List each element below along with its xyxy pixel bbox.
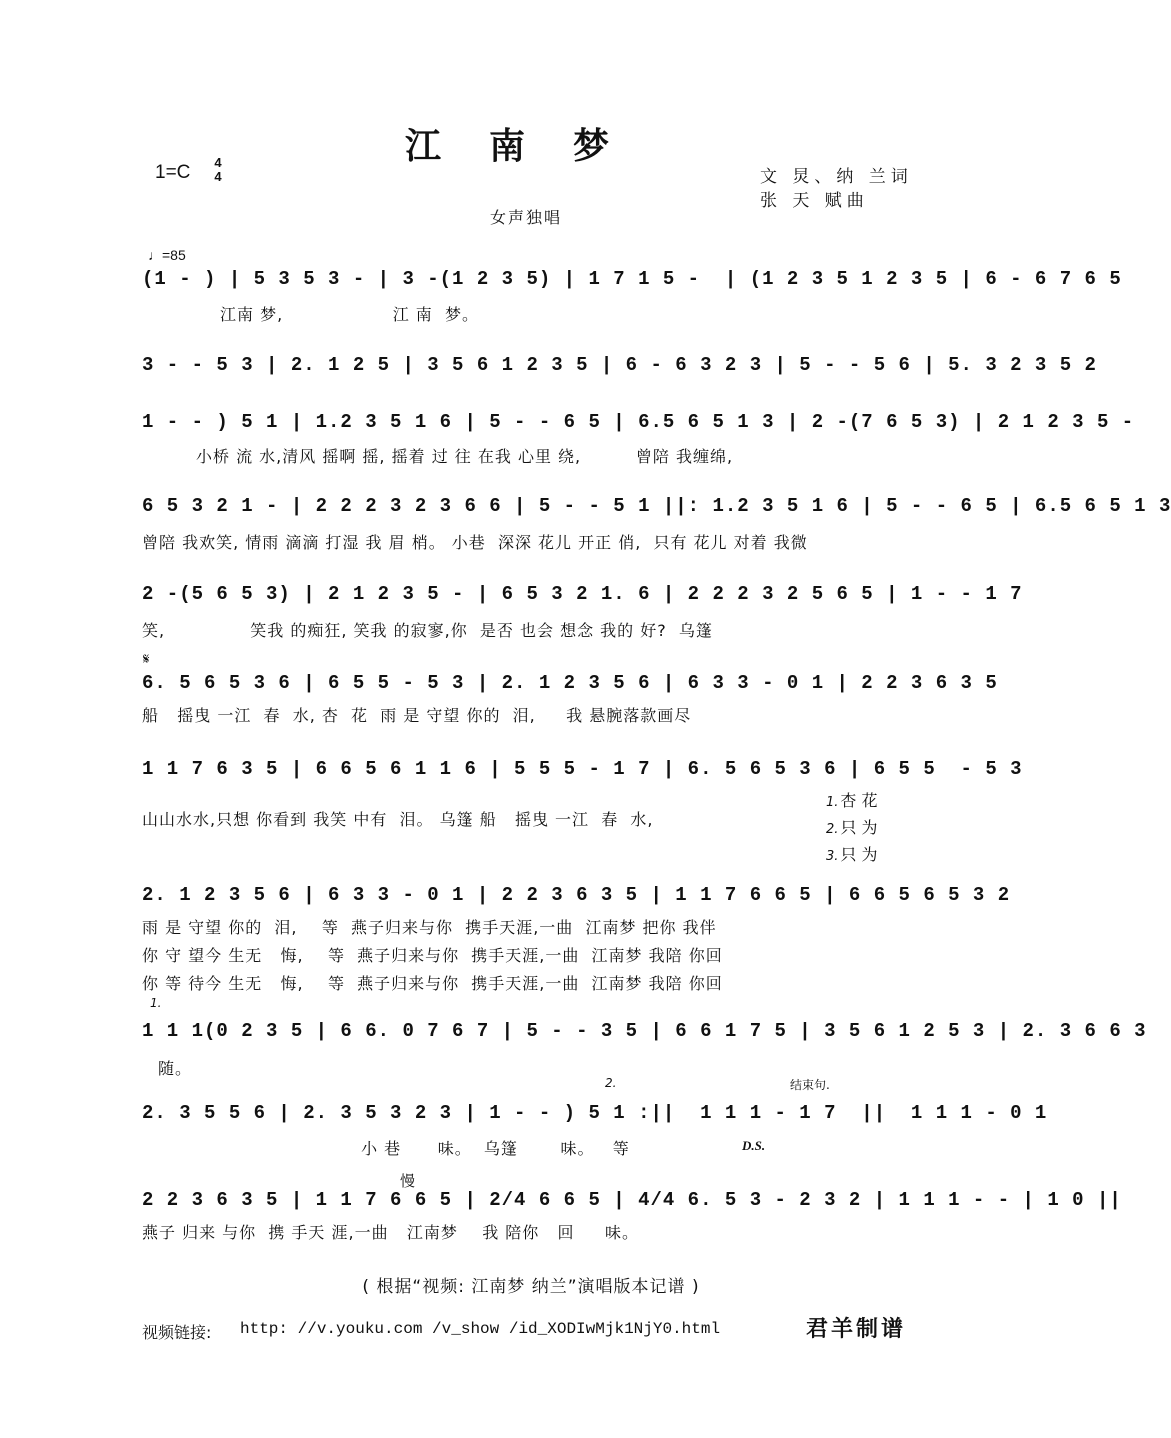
lyricist-credit: 文 炅、纳 兰词	[760, 167, 913, 187]
notation-line-11: 2 2 3 6 3 5 | 1 1 7 6 6 5 | 2/4 6 6 5 | 4/4 6. 5 3 - 2 3 2 | 1 1 1 - - | 1 0 ||	[142, 1189, 1122, 1211]
performance-type: 女声独唱	[490, 208, 563, 227]
notation-line-1: (1 - ) | 5 3 5 3 - | 3 -(1 2 3 5) | 1 7 1 5 - | (1 2 3 5 1 2 3 5 | 6 - 6 7 6 5	[142, 268, 1122, 290]
notation-line-10: 2. 3 5 5 6 | 2. 3 5 3 2 3 | 1 - - ) 5 1 :|| 1 1 1 - 1 7 || 1 1 1 - 0 1	[142, 1102, 1048, 1124]
verse-options	[826, 788, 878, 869]
verse-option-2: 2. 只 为	[826, 818, 878, 837]
notation-line-4: 6 5 3 2 1 - | 2 2 2 3 2 3 6 6 | 5 - - 5 1 ||: 1.2 3 5 1 6 | 5 - - 6 5 | 6.5 6 5 1 3	[142, 495, 1171, 517]
lyric-line-8b: 你 守 望今 生无 悔, 等 燕子归来与你 携手天涯,一曲 江南梦 我陪 你回	[142, 946, 723, 965]
notation-line-6: 6. 5 6 5 3 6 | 6 5 5 - 5 3 | 2. 1 2 3 5 6 | 6 3 3 - 0 1 | 2 2 3 6 3 5	[142, 672, 998, 694]
lyric-line-1: 江南 梦, 江 南 梦。	[220, 305, 479, 324]
notation-line-8: 2. 1 2 3 5 6 | 6 3 3 - 0 1 | 2 2 3 6 3 5 | 1 1 7 6 6 5 | 6 6 5 6 5 3 2	[142, 884, 1011, 906]
lyric-line-5: 笑, 笑我 的痴狂, 笑我 的寂寥,你 是否 也会 想念 我的 好? 乌篷	[142, 621, 713, 640]
video-link-label: 视频链接:	[142, 1323, 212, 1342]
lyric-line-11: 燕子 归来 与你 携 手天 涯,一曲 江南梦 我 陪你 回 味。	[142, 1223, 639, 1242]
meter-top: 4	[214, 155, 222, 170]
composer-credit: 张 天 赋曲	[760, 191, 869, 211]
lyric-line-8a: 雨 是 守望 你的 泪, 等 燕子归来与你 携手天涯,一曲 江南梦 把你 我伴	[142, 918, 717, 937]
lyric-line-4: 曾陪 我欢笑, 情雨 滴滴 打湿 我 眉 梢。 小巷 深深 花儿 开正 俏, 只有 花儿 对着 我微	[142, 533, 808, 552]
lyric-line-3: 小桥 流 水,清风 摇啊 摇, 摇着 过 往 在我 心里 绕, 曾陪 我缠绵,	[196, 447, 734, 466]
notation-line-7: 1 1 7 6 3 5 | 6 6 5 6 1 1 6 | 5 5 5 - 1 7 | 6. 5 6 5 3 6 | 6 5 5 - 5 3	[142, 758, 1023, 780]
lyric-line-6: 船 摇曳 一江 春 水, 杏 花 雨 是 守望 你的 泪, 我 悬腕落款画尽	[142, 706, 692, 725]
tempo-mark: ♩=85	[148, 247, 186, 263]
notation-line-3: 1 - - ) 5 1 | 1.2 3 5 1 6 | 5 - - 6 5 | 6.5 6 5 1 3 | 2 -(7 6 5 3) | 2 1 2 3 5 -	[142, 411, 1135, 433]
song-title: 江南梦	[404, 125, 657, 167]
final-ending-mark: 结束句.	[790, 1078, 830, 1092]
verse-option-1: 1. 杏 花	[826, 791, 878, 810]
lyric-line-7: 山山水水,只想 你看到 我笑 中有 泪。 乌篷 船 摇曳 一江 春 水,	[142, 810, 654, 829]
notation-line-2: 3 - - 5 3 | 2. 1 2 5 | 3 5 6 1 2 3 5 | 6 - 6 3 2 3 | 5 - - 5 6 | 5. 3 2 3 5 2	[142, 354, 1097, 376]
lyric-line-10: 小 巷 味。 乌篷 味。 等	[142, 1139, 630, 1158]
transcriber-signature: 君羊制谱	[806, 1316, 907, 1342]
time-signature	[210, 156, 226, 184]
notation-line-5: 2 -(5 6 5 3) | 2 1 2 3 5 - | 6 5 3 2 1. 6 | 2 2 2 3 2 5 6 5 | 1 - - 1 7	[142, 583, 1023, 605]
meter-bottom: 4	[214, 169, 222, 184]
first-ending-mark: 1.	[150, 996, 162, 1010]
video-link-url[interactable]: http: //v.youku.com /v_show /id_XODIwMjk1NjY0.html	[240, 1320, 721, 1338]
key-signature: 1=C	[155, 162, 191, 183]
notation-line-9: 1 1 1(0 2 3 5 | 6 6. 0 7 6 7 | 5 - - 3 5 | 6 6 1 7 5 | 3 5 6 1 2 5 3 | 2. 3 6 6 3	[142, 1020, 1147, 1042]
lyric-line-9: 随。	[158, 1059, 193, 1078]
second-ending-mark: 2.	[605, 1076, 617, 1090]
dal-segno-mark: D.S.	[742, 1138, 766, 1153]
lyric-line-8c: 你 等 待今 生无 悔, 等 燕子归来与你 携手天涯,一曲 江南梦 我陪 你回	[142, 974, 723, 993]
slow-mark: 慢	[400, 1172, 416, 1190]
segno-sign: 𝄋	[143, 650, 150, 668]
verse-option-3: 3. 只 为	[826, 845, 878, 864]
source-note: ( 根据“视频: 江南梦 纳兰”演唱版本记谱 )	[362, 1277, 700, 1297]
